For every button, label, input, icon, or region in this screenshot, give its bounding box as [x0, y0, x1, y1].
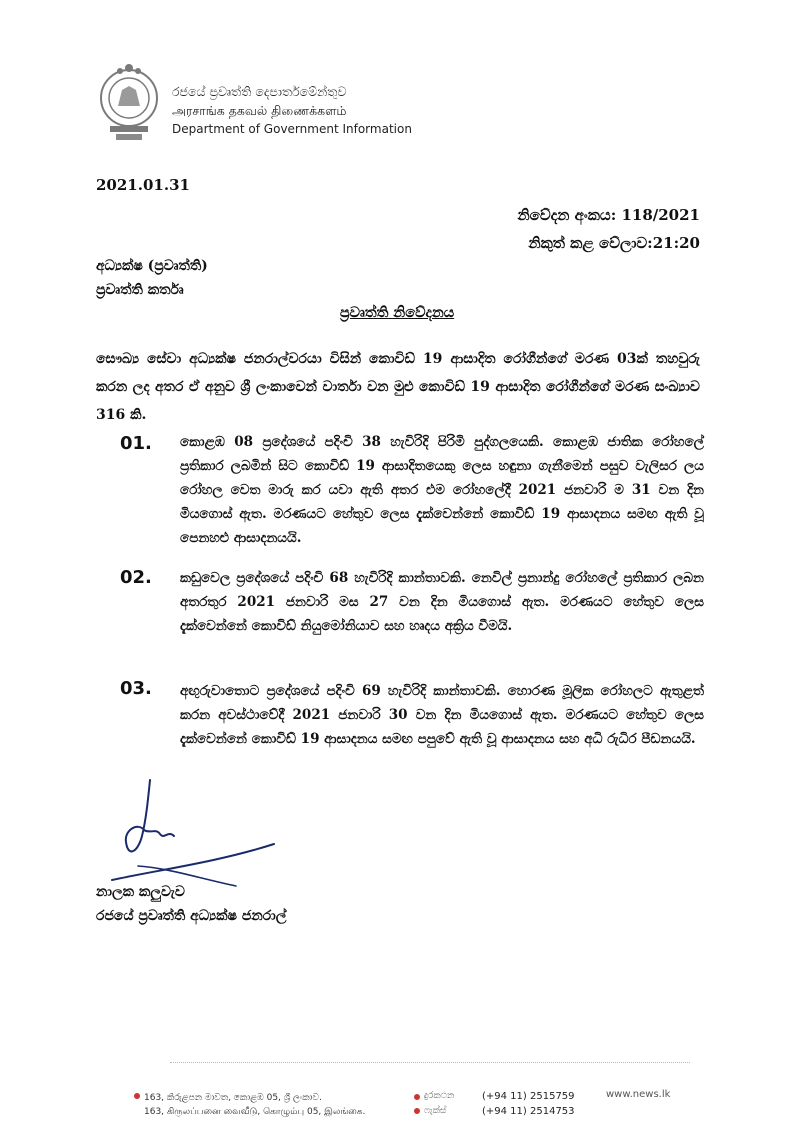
footer-address-sinhala: 163, කිරුළපන මාවත, කොළඹ 05, ශ්‍රී ලංකාව. — [144, 1093, 322, 1103]
item-number: 02. — [120, 567, 152, 588]
signatory-name: නාලක කලුවැව — [96, 884, 185, 900]
heading-text: ප්‍රවෘත්ති නිවේදනය — [339, 304, 455, 321]
footer-address-tamil: 163, கிருலப்பனை வைவீடு, கொழும்பு 05, இலங்கை. — [144, 1107, 366, 1117]
release-number: නිවේදන අංකය: 118/2021 — [517, 206, 700, 224]
release-time: නිකුත් කළ වේලාව:21:20 — [528, 234, 700, 252]
department-name-tamil: அரசாங்க தகவல் திணைக்களம் — [172, 103, 347, 118]
addressee: අධ්‍යක්ෂ (ප්‍රවෘත්ති) — [96, 258, 208, 274]
footer-divider — [170, 1062, 690, 1063]
phone-icon — [414, 1094, 420, 1100]
website-link[interactable]: www.news.lk — [606, 1089, 671, 1100]
location-pin-icon — [134, 1093, 140, 1099]
item-text: කඩුවෙල ප්‍රදේශයේ පදිංචි 68 හැවිරිදි කාන්තාවකි. නෙවිල් ප්‍රනාන්දු රෝහලේ ප්‍රතිකාර ලබන අතරතුර 2021 ජනවාරි මස 27 වන දින මියගොස් ඇත. මරණයට හේතුව ලෙස දැක්වෙන්නේ කොවිඩ් නියුමෝනියාව සහ හෘදය අක්‍රිය වීමයි. — [180, 570, 704, 634]
item-number: 03. — [120, 678, 152, 699]
item-text: අඟුරුවාතොට ප්‍රදේශයේ පදිංචි 69 හැවිරිදි කාන්තාවකි. හොරණ මූලික රෝහලට ඇතුළත් කරන අවස්ථාවේදී 2021 ජනවාරි 30 වන දින මියගොස් ඇත. මරණයට හේතුව ලෙස දැක්වෙන්නේ කොවිඩ් 19 ආසාදනය සමඟ පපුවේ ඇති වූ ආසාදනය සහ අධි රුධිර පීඩනයයි. — [180, 683, 704, 747]
document-heading — [0, 302, 794, 321]
release-date: 2021.01.31 — [96, 176, 190, 194]
fax-icon — [414, 1108, 420, 1114]
handwritten-signature — [98, 770, 348, 900]
phone-label: දුරකථන — [424, 1091, 455, 1101]
department-name-english: Department of Government Information — [172, 122, 412, 136]
intro-paragraph: සෞඛ්‍ය සේවා අධ්‍යක්ෂ ජනරාල්වරයා විසින් කොවිඩ් 19 ආසාදිත රෝගීන්ගේ මරණ 03ක් තහවුරු කරන ලද අතර ඒ අනුව ශ්‍රී ලංකාවෙන් වාර්තා වන මුළු කොවිඩ් 19 ආසාදිත රෝගීන්ගේ මරණ සංඛ්‍යාව 316 කි. — [96, 351, 700, 423]
fax-number: (+94 11) 2514753 — [482, 1106, 575, 1117]
phone-number: (+94 11) 2515759 — [482, 1091, 575, 1102]
item-number: 01. — [120, 433, 152, 454]
addressee: ප්‍රවෘත්ති කර්තෘ — [96, 282, 184, 298]
state-emblem-icon — [96, 60, 162, 144]
department-name-sinhala: රජයේ ප්‍රවෘත්ති දෙපාර්තමේන්තුව — [172, 84, 347, 99]
signatory-title: රජයේ ප්‍රවෘත්ති අධ්‍යක්ෂ ජනරාල් — [96, 908, 287, 924]
item-text: කොළඹ 08 ප්‍රදේශයේ පදිංචි 38 හැවිරිදි පිරිමි පුද්ගලයෙකි. කොළඹ ජාතික රෝහලේ ප්‍රතිකාර ලබමින් සිට කොවිඩ් 19 ආසාදිතයෙකු ලෙස හඳුනා ගැනීමෙන් පසුව වැලිසර ලය රෝහල වෙත මාරු කර යවා ඇති අතර එම රෝහලේදී 2021 ජනවාරි ම 31 වන දින මියගොස් ඇත. මරණයට හේතුව ලෙස දැක්වෙන්නේ කොවිඩ් 19 ආසාදනය සමඟ ඇති වූ පෙනහළු ආසාදනයයි. — [180, 434, 704, 546]
fax-label: ෆැක්ස් — [424, 1106, 447, 1116]
